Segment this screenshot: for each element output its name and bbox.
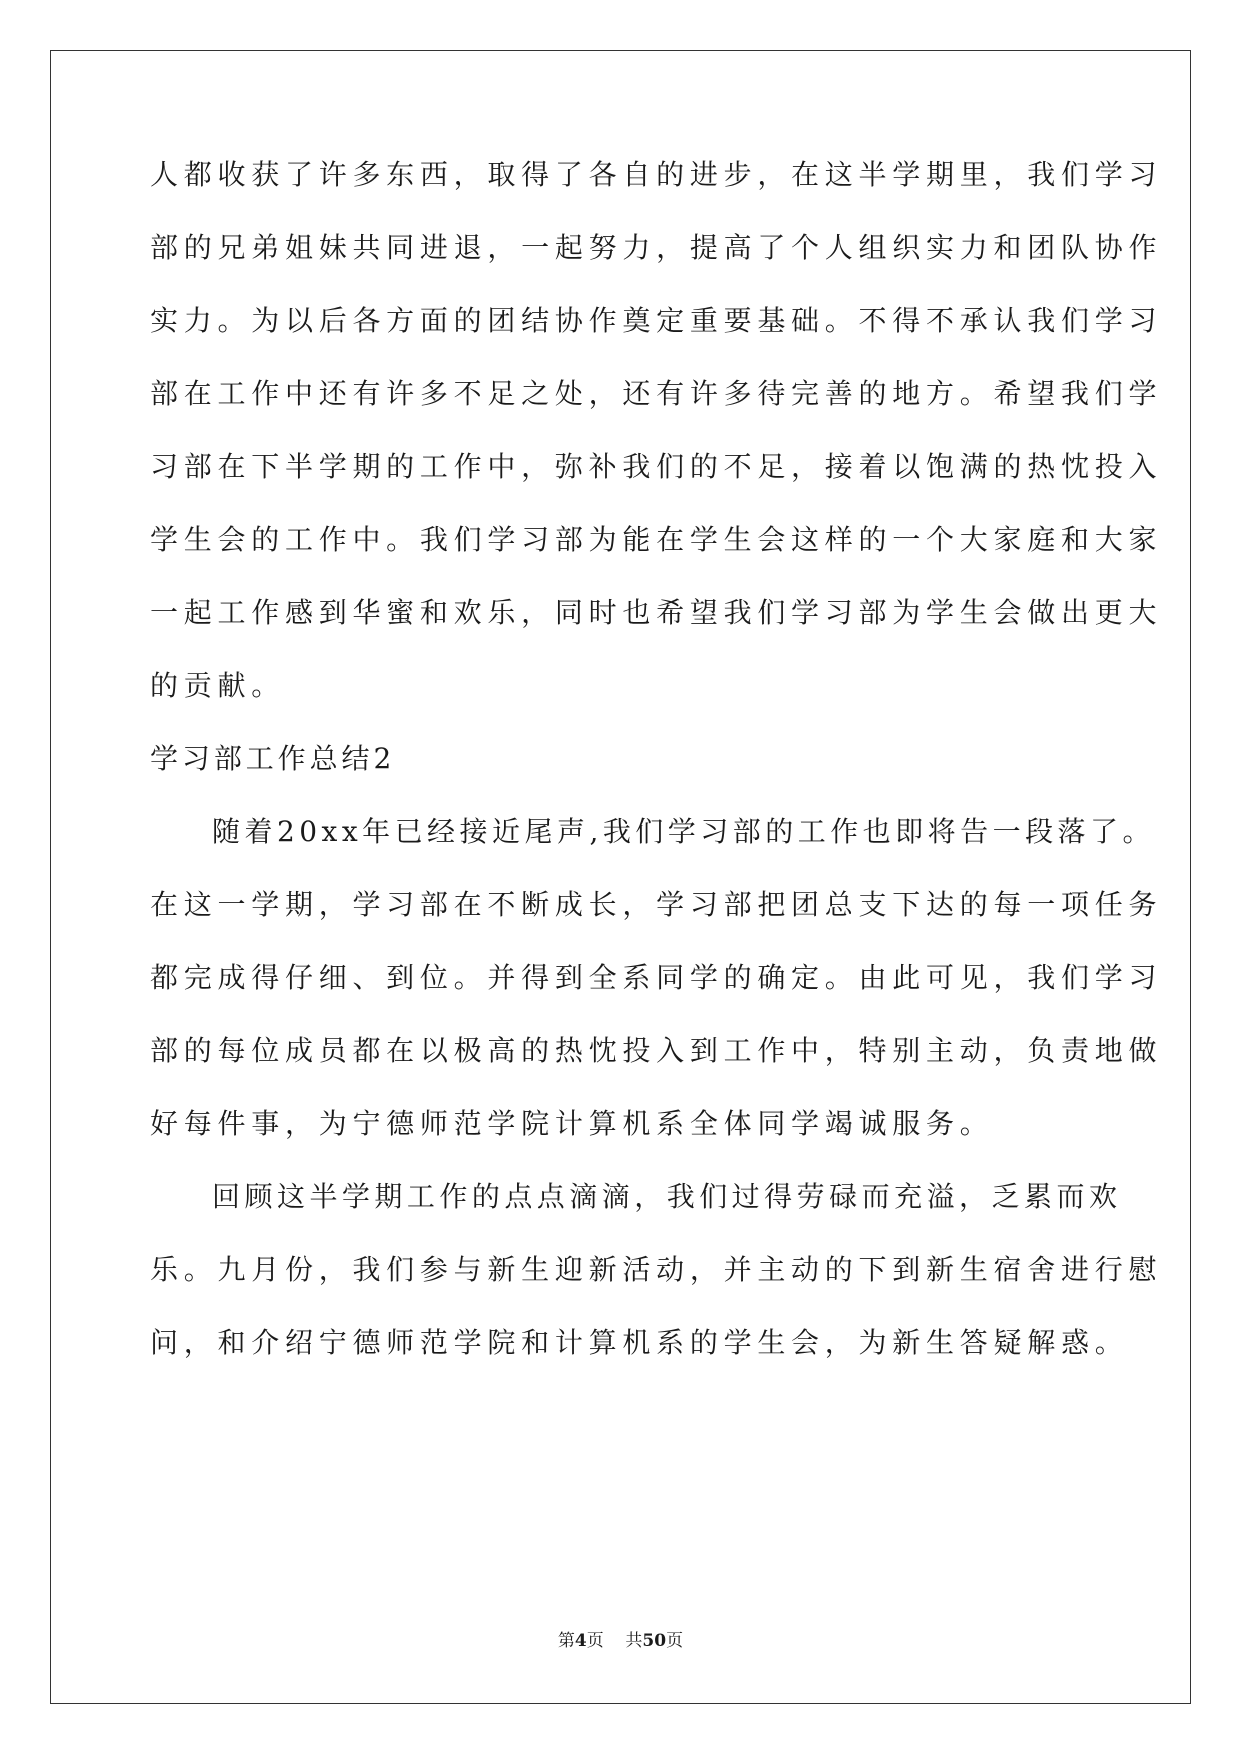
page-label xyxy=(558,1631,604,1651)
total-pages-label xyxy=(625,1631,683,1651)
text-line: 随着20xx年已经接近尾声,我们学习部的工作也即将告一段落了。 xyxy=(212,815,1155,848)
text-line: 乐。九月份，我们参与新生迎新活动，并主动的下到新生宿舍进行慰 xyxy=(150,1253,1163,1286)
text-line: 的贡献。 xyxy=(150,669,285,702)
text-line: 习部在下半学期的工作中，弥补我们的不足，接着以饱满的热忱投入 xyxy=(150,450,1163,483)
total-pages: 50 xyxy=(642,1631,667,1651)
text-line: 都完成得仔细、到位。并得到全系同学的确定。由此可见，我们学习 xyxy=(150,961,1163,994)
text-line: 学生会的工作中。我们学习部为能在学生会这样的一个大家庭和大家 xyxy=(150,523,1163,556)
text-line: 回顾这半学期工作的点点滴滴，我们过得劳碌而充溢，乏累而欢 xyxy=(212,1180,1122,1213)
total-suffix: 页 xyxy=(666,1631,684,1651)
text-line: 在这一学期，学习部在不断成长，学习部把团总支下达的每一项任务 xyxy=(150,888,1163,921)
page-number: 4 xyxy=(574,1631,587,1651)
text-line: 部的每位成员都在以极高的热忱投入到工作中，特别主动，负责地做 xyxy=(150,1034,1163,1067)
text-line: 人都收获了许多东西，取得了各自的进步，在这半学期里，我们学习 xyxy=(150,158,1163,191)
text-line: 部的兄弟姐妹共同进退，一起努力，提高了个人组织实力和团队协作 xyxy=(150,231,1163,264)
page-footer xyxy=(0,1630,1241,1652)
text-line: 一起工作感到华蜜和欢乐，同时也希望我们学习部为学生会做出更大 xyxy=(150,596,1163,629)
text-line: 实力。为以后各方面的团结协作奠定重要基础。不得不承认我们学习 xyxy=(150,304,1163,337)
text-line: 问，和介绍宁德师范学院和计算机系的学生会，为新生答疑解惑。 xyxy=(150,1326,1129,1359)
page-border xyxy=(50,50,1191,1704)
text-line: 好每件事，为宁德师范学院计算机系全体同学竭诚服务。 xyxy=(150,1107,994,1140)
page-prefix: 第 xyxy=(557,1631,575,1651)
text-line: 部在工作中还有许多不足之处，还有许多待完善的地方。希望我们学 xyxy=(150,377,1163,410)
total-prefix: 共 xyxy=(625,1631,643,1651)
page-suffix: 页 xyxy=(586,1631,604,1651)
section-heading: 学习部工作总结2 xyxy=(150,742,396,775)
